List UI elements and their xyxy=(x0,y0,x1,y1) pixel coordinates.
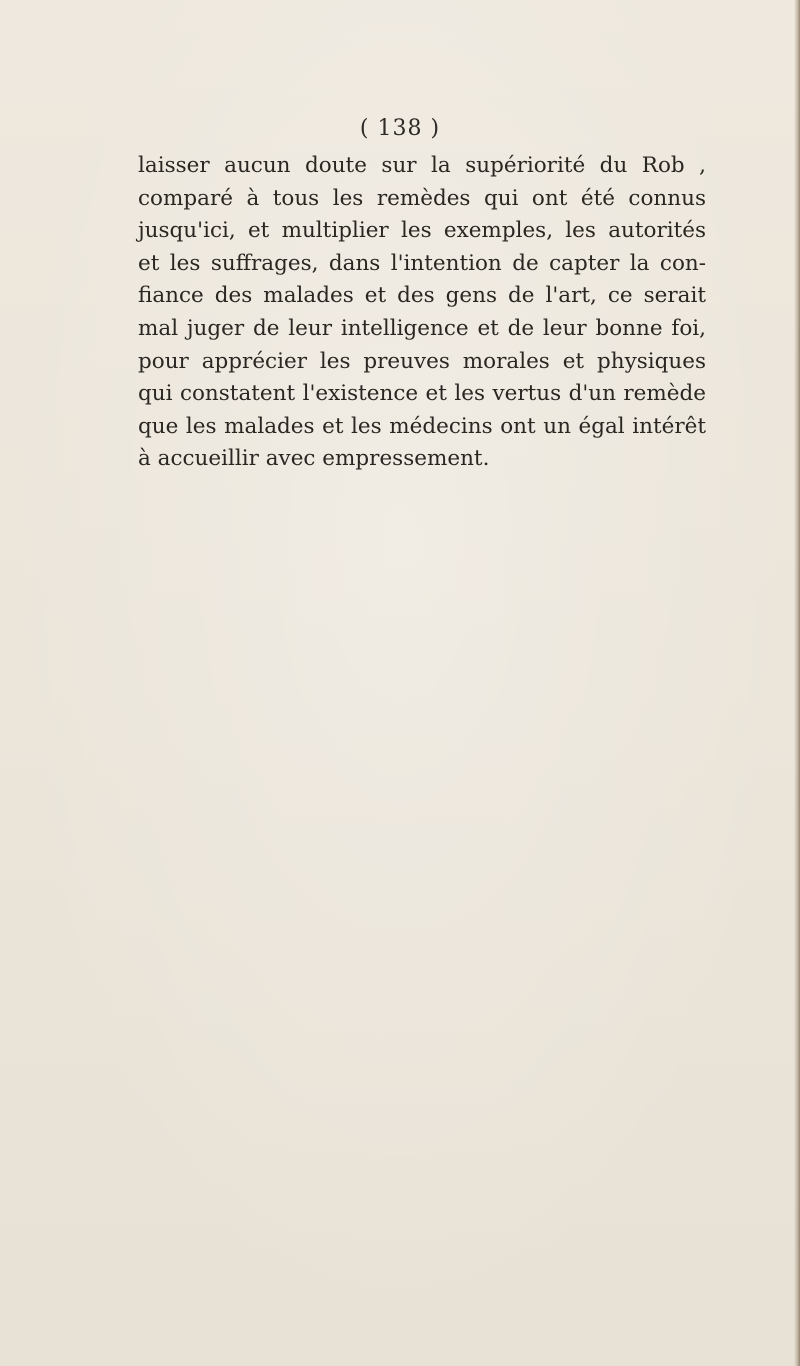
text-line: jusqu'ici, et multiplier les exemples, les autorités xyxy=(138,218,706,244)
text-line: laisser aucun doute sur la supériorité du Rob , xyxy=(138,153,706,178)
text-line: à accueillir avec empressement. xyxy=(138,446,490,472)
text-line: mal juger de leur intelligence et de leur bonne foi, xyxy=(138,315,706,341)
text-line: pour apprécier les preuves morales et physiques xyxy=(138,348,706,374)
page-edge-shadow xyxy=(794,0,800,1366)
text-line: fiance des malades et des gens de l'art, ce serait xyxy=(138,283,706,309)
text-line: comparé à tous les remèdes qui ont été connus xyxy=(138,185,706,211)
text-line: que les malades et les médecins ont un égal intérêt xyxy=(138,413,706,439)
text-line: et les suffrages, dans l'intention de capter la con- xyxy=(138,250,706,276)
text-line: qui constatent l'existence et les vertus d'un remède xyxy=(138,381,706,407)
page-number: ( 138 ) xyxy=(359,116,441,141)
body-paragraph xyxy=(138,150,706,476)
